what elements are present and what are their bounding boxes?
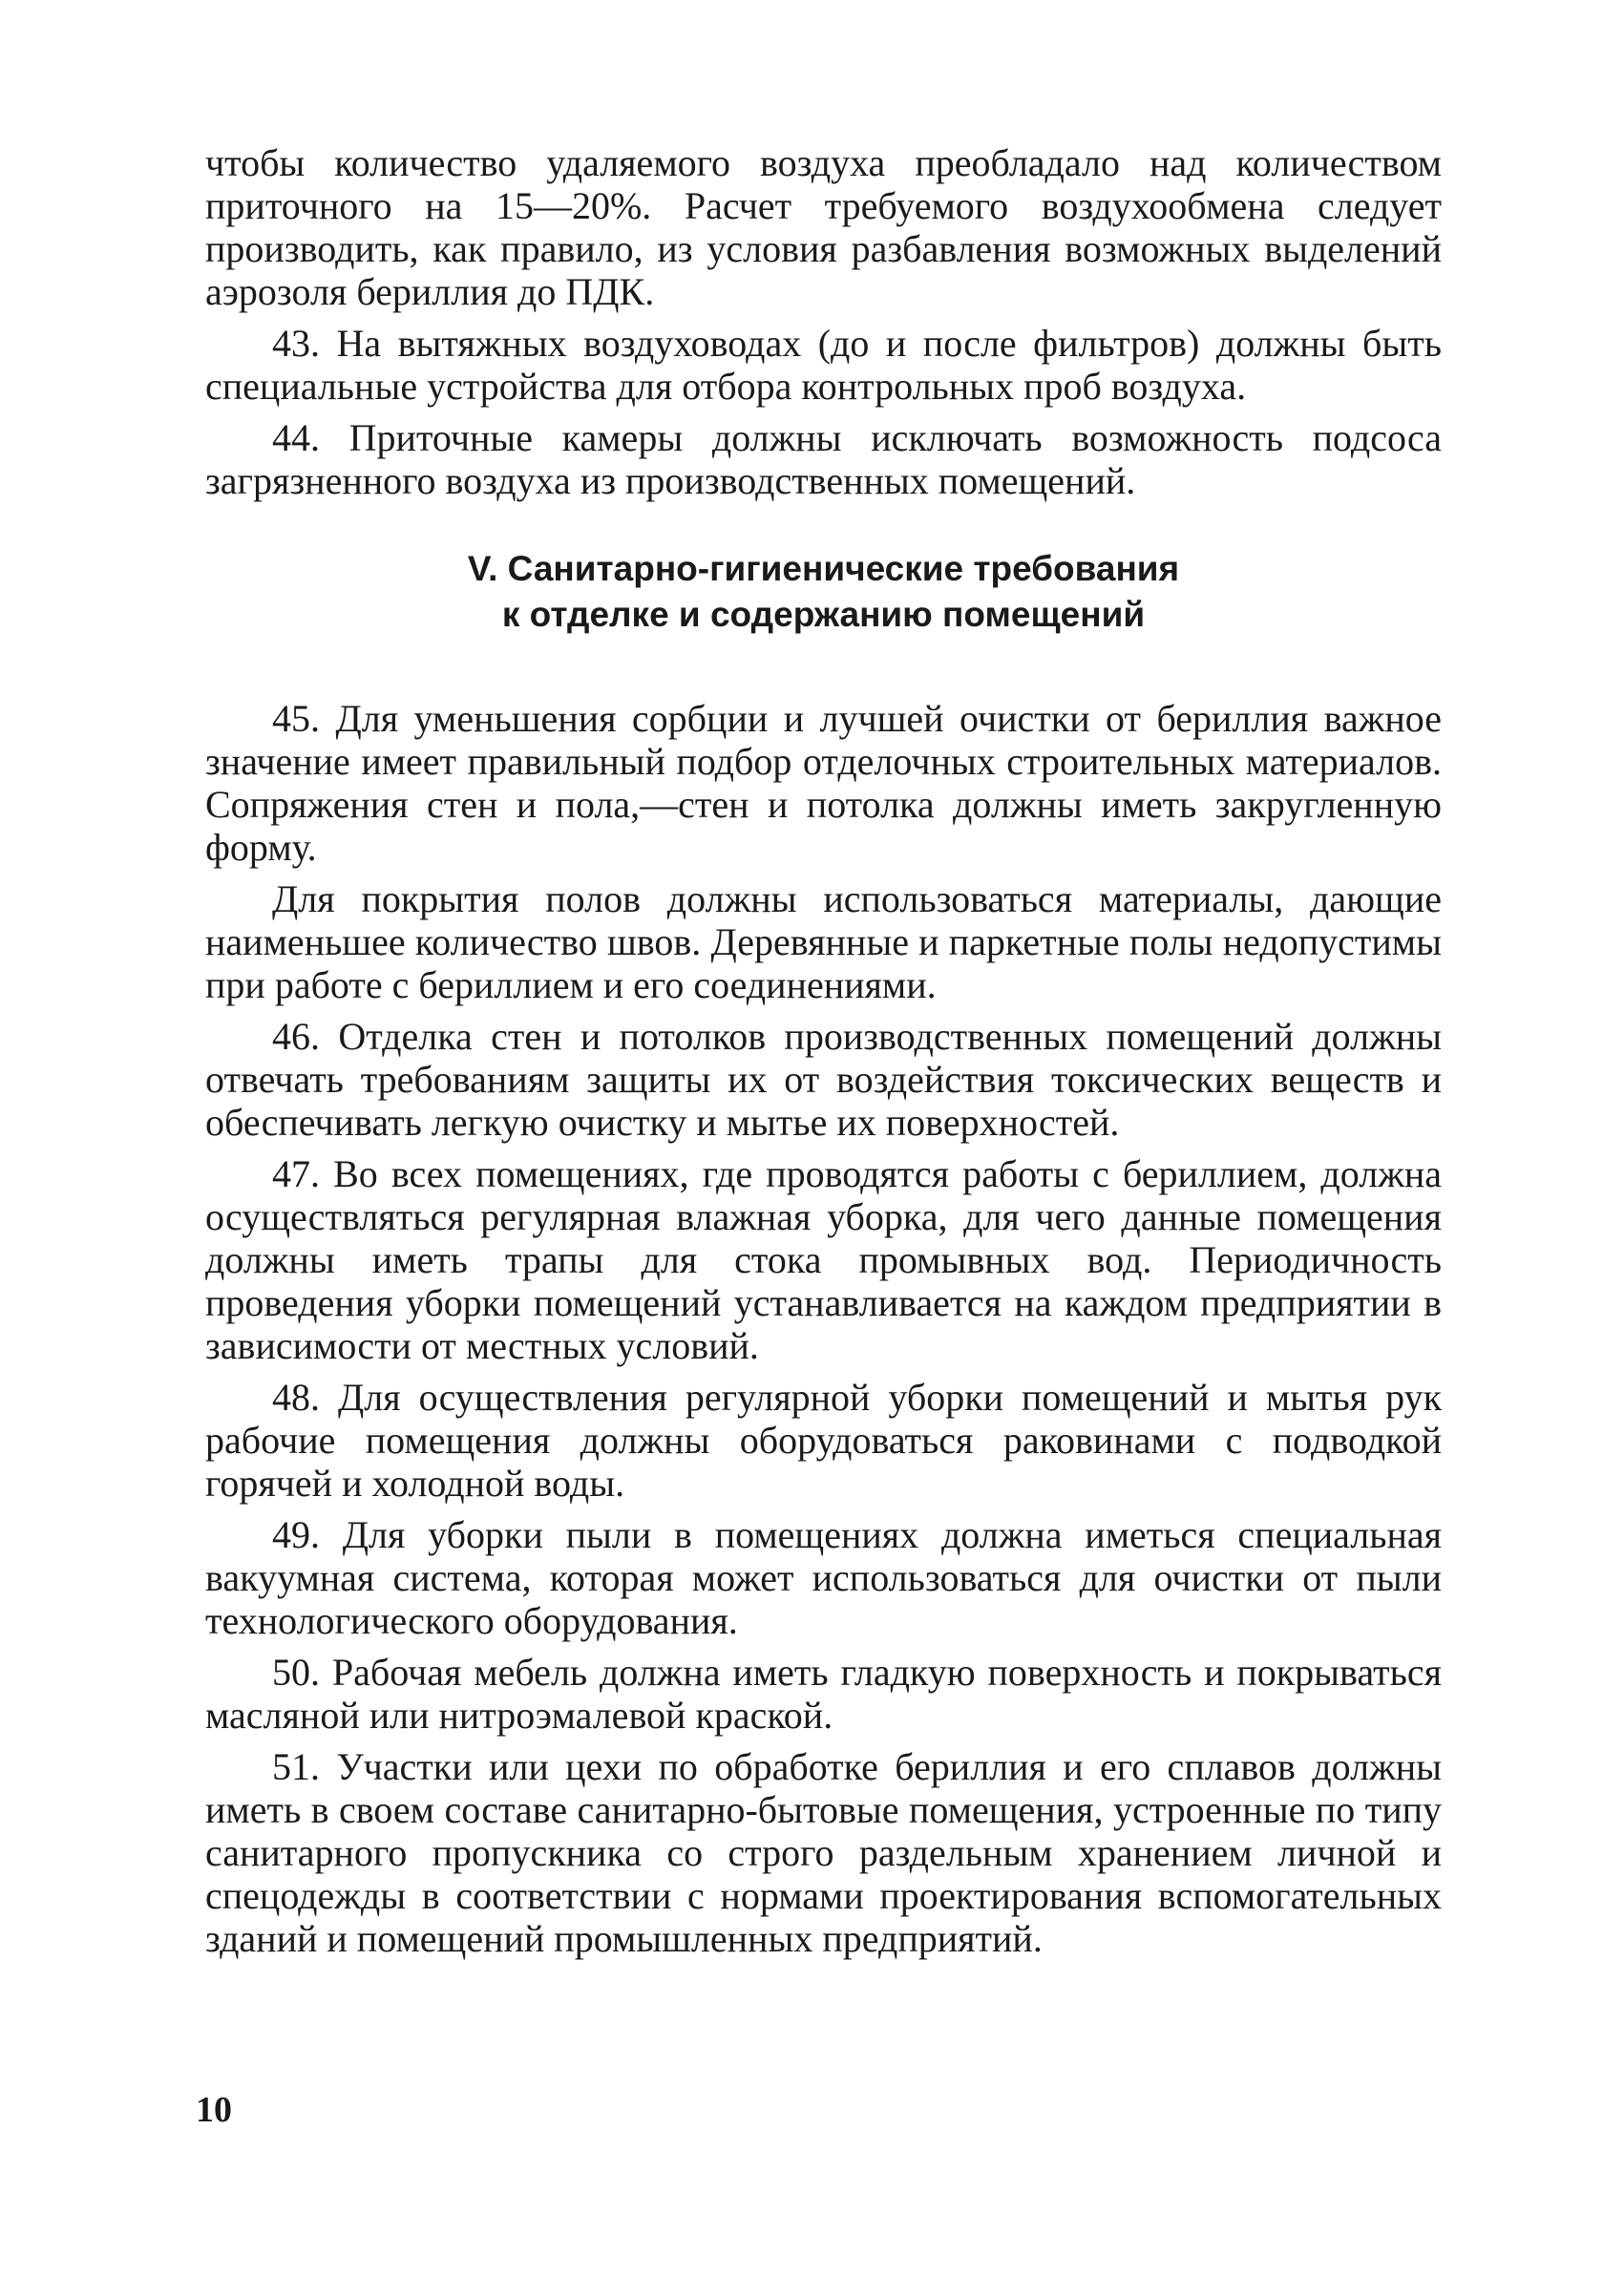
paragraph-45-continued: Для покрытия полов должны использоваться материалы, дающие наименьшее количество швов. Деревянные и паркетные полы недопустимы при работе с бериллием и его соединениями. (205, 877, 1442, 1006)
section-heading-line-2: к отделке и содержанию помещений (501, 595, 1146, 634)
paragraph-51: 51. Участки или цехи по обработке бериллия и его сплавов должны иметь в своем составе санитарно-бытовые помещения, устроенные по типу санитарного пропускника со строго раздельным хранением личной и спецодежды в соответствии с нормами проектирования вспомогательных зданий и помещений промышленных предприятий. (205, 1745, 1442, 1960)
paragraph-49: 49. Для уборки пыли в помещениях должна иметься специальная вакуумная система, которая может использоваться для очистки от пыли технологического оборудования. (205, 1513, 1442, 1642)
paragraph-continuation: чтобы количество удаляемого воздуха преобладало над количеством приточного на 15—20%. Расчет требуемого воздухообмена следует производить, как правило, из условия разбавления возможных выделений аэрозоля бериллия до ПДК. (205, 141, 1442, 313)
document-page (205, 141, 1442, 1960)
page-number: 10 (196, 2090, 232, 2130)
paragraph-46: 46. Отделка стен и потолков производственных помещений должны отвечать требованиям защиты их от воздействия токсических веществ и обеспечивать легкую очистку и мытье их поверхностей. (205, 1015, 1442, 1144)
section-heading-line-1: V. Санитарно-гигиенические требования (467, 549, 1180, 588)
section-heading (205, 546, 1442, 638)
paragraph-45: 45. Для уменьшения сорбции и лучшей очистки от бериллия важное значение имеет правильный подбор отделочных строительных материалов. Сопряжения стен и пола,—стен и потолка должны иметь закругленную форму. (205, 697, 1442, 869)
paragraph-48: 48. Для осуществления регулярной уборки помещений и мытья рук рабочие помещения должны оборудоваться раковинами с подводкой горячей и холодной воды. (205, 1376, 1442, 1505)
paragraph-43: 43. На вытяжных воздуховодах (до и после фильтров) должны быть специальные устройства для отбора контрольных проб воздуха. (205, 322, 1442, 408)
paragraph-47: 47. Во всех помещениях, где проводятся работы с бериллием, должна осуществляться регулярная влажная уборка, для чего данные помещения должны иметь трапы для стока промывных вод. Периодичность проведения уборки помещений устанавливается на каждом предприятии в зависимости от местных условий. (205, 1152, 1442, 1367)
paragraph-44: 44. Приточные камеры должны исключать возможность подсоса загрязненного воздуха из производственных помещений. (205, 416, 1442, 502)
paragraph-50: 50. Рабочая мебель должна иметь гладкую поверхность и покрываться масляной или нитроэмалевой краской. (205, 1651, 1442, 1737)
